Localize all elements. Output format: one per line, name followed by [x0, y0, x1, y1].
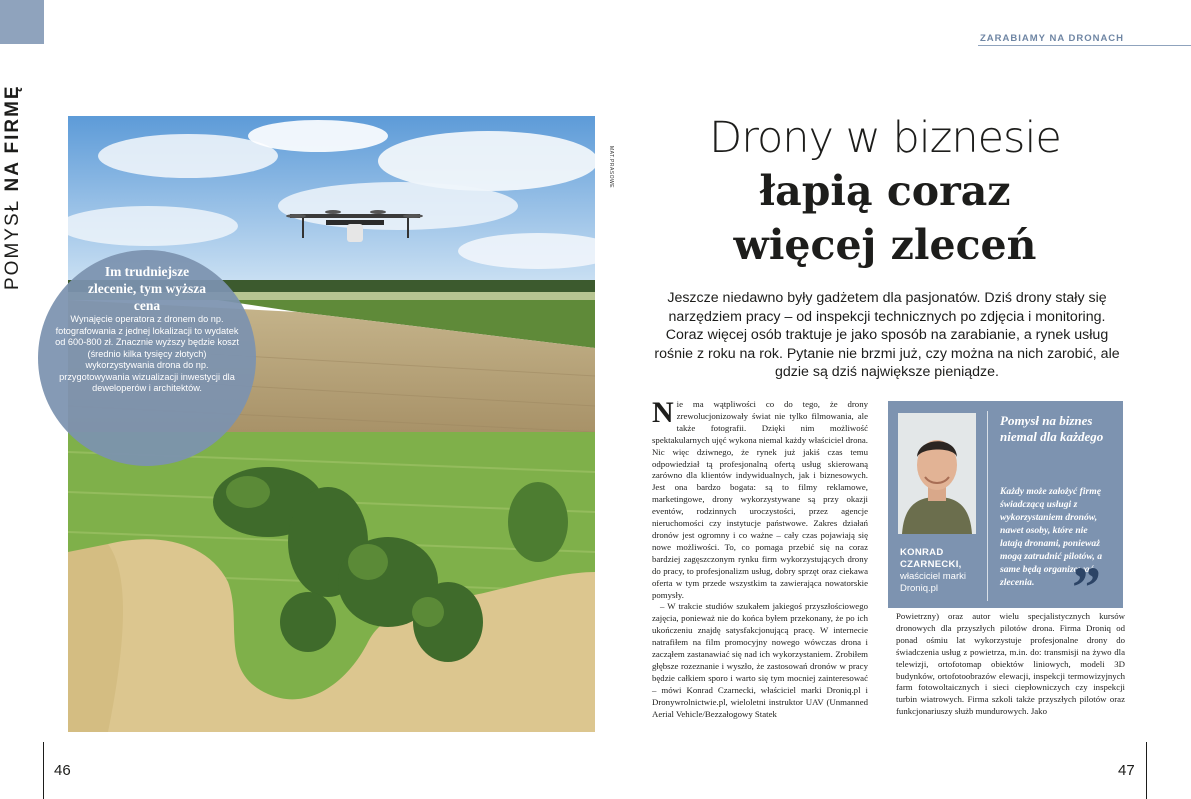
article-lead: Jeszcze niedawno były gadżetem dla pasjonatów. Dziś drony stały się narzędziem pracy – od inspekcji technicznych po zdjęcia i monitoring. Coraz więcej osób traktuje je jako sposób na zarabianie, a rynek usług rośnie z roku na rok. Pytanie nie brzmi już, czy można na nich zarobić, ale gdzie są dziś największe pieniądze.	[654, 290, 1120, 381]
aerial-field-illustration	[68, 432, 595, 732]
profile-role: właściciel marki Droniq.pl	[900, 571, 966, 594]
article-column-2	[896, 611, 1125, 718]
aerial-field-photo	[68, 432, 595, 732]
circle-quote-title: Im trudniejsze zlecenie, tym wyższa cena	[87, 264, 207, 313]
circle-quote-text: Wynajęcie operatora z dronem do np. fotografowania z jednej lokalizacji to wydatek od 600-800 zł. Znacznie wyższy będzie koszt (średnio kilka tysięcy złotych) wykorzystywania drona do np. przygotowywania wizualizacji inwestycji dla deweloperów i architektów.	[55, 314, 239, 393]
headline-line-2: łapią coraz	[759, 167, 1011, 215]
price-quote-circle	[38, 250, 256, 466]
article-headline	[620, 112, 1150, 272]
headline-line-1: Drony w biznesie	[709, 113, 1061, 163]
page-number-left: 46	[54, 762, 71, 779]
article-column-1	[652, 396, 868, 720]
pull-quote-text: Każdy może założyć firmę świadczącą usługi z wykorzystaniem dronów, nawet osoby, które nie latają dronami, ponieważ mogą zatrudnić pilotów, a same będą organizować zlecenia.	[1000, 486, 1102, 588]
headline-line-3: więcej zleceń	[733, 221, 1037, 269]
page-number-right: 47	[1118, 762, 1135, 779]
article-paragraph-1-text: ie ma wątpliwości co do tego, że drony zrewolucjonizowały świat nie tylko filmowania, ale także fotografii. Dzięki nim możliwość spektakularnych ujęć wykona niemal każdy właściciel drona. Nic więc dziwnego, że rynek już jakiś czas temu odpowiedział tą profesjonalną ofertą usług skierowaną zarówno dla klientów indywidualnych, jak i biznesowych. Jest ona bardzo bogata: są to filmy reklamowe, marketingowe, drony wykorzystywane są przy okazji eventów, rodzinnych uroczystości, przez agencje nieruchomości czy instytucje państwowe. Zakres działań dronów jest ogromny i co ważne – cały czas pojawiają się nowe możliwości. To, co pomaga przebić się na coraz bardziej zagęszczonym rynku firm wykorzystujących drony do pracy, to profesjonalizm usług, dobry sprzęt oraz ciekawa oferta w tym przede wszystkim ta zawierająca nowatorskie pomysły.	[652, 399, 868, 600]
quote-mark-icon: ”	[1072, 555, 1101, 620]
article-paragraph-1	[652, 396, 868, 601]
profile-divider	[987, 411, 988, 601]
pull-quote-title: Pomysł na biznes niemal dla każdego	[1000, 413, 1104, 444]
profile-box	[888, 401, 1123, 620]
section-vertical-label	[2, 84, 24, 290]
article-paragraph-3: Powietrzny) oraz autor wielu specjalistycznych kursów dronowych dla przyszłych pilotów drona. Firma Droniq od ponad ośmiu lat wykorzystuje profesjonalne drony do świadczenia usług z powietrza, m.in. do: transmisji na żywo dla telewizji, ortofotomap obiektów liniowych, modeli 3D budynków, ortofotoobrazów elewacji, inspekcji termowizyjnych farm fotowoltaicznych i sieci ciepłowniczych czy inspekcji turbin wiatrowych. Firma szkoli także przyszłych pilotów oraz funkcjonariuszy służb mundurowych. Jako	[896, 611, 1125, 717]
section-label-strong: NA FIRMĘ	[2, 84, 23, 192]
profile-name: KONRAD CZARNECKI,	[900, 547, 962, 570]
section-label-light: POMYSŁ	[2, 198, 23, 290]
corner-tab	[0, 0, 44, 44]
portrait-photo	[898, 413, 976, 534]
profile-caption	[900, 547, 980, 595]
portrait-illustration	[898, 413, 976, 534]
page-rule-right	[1146, 742, 1147, 799]
dropcap: N	[652, 396, 674, 429]
running-head-rule	[978, 45, 1191, 46]
running-head: ZARABIAMY NA DRONACH	[980, 33, 1125, 44]
photo-credit: MAT.PRASOWE	[608, 146, 614, 189]
article-paragraph-2: – W trakcie studiów szukałem jakiegoś przyszłościowego zajęcia, ponieważ nie do końca byłem przekonany, że po ich ukończeniu znajdę satysfakcjonującą pracę. W internecie natrafiłem na film promocyjny nowego wówczas drona i zacząłem zastanawiać się nad ich wykorzystaniem. Zrobiłem głębsze rozeznanie i wyszło, że zastosowań dronów w pracy będzie całkiem sporo i warto się tym mocniej zainteresować – mówi Konrad Czarnecki, właściciel marki Droniq.pl i Dronywrolnictwie.pl, wieloletni instruktor UAV (Unmanned Aerial Vehicle/Bezzałogowy Statek	[652, 601, 868, 719]
page-rule-left	[43, 742, 44, 799]
